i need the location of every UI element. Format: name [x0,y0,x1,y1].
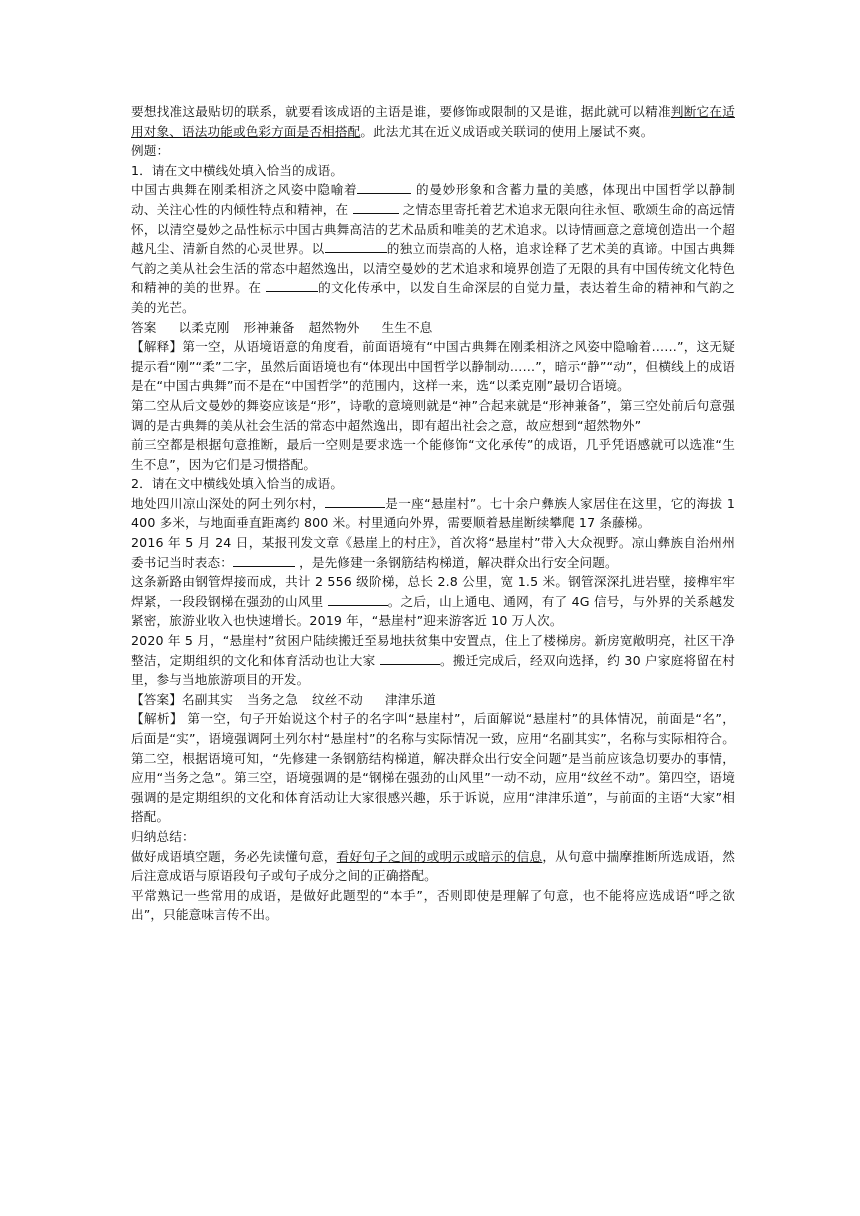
q1-blank-1[interactable] [357,180,411,194]
q1-answer-3: 超然物外 [308,319,360,335]
summary-paragraph-2: 平常熟记一些常用的成语，是做好此题型的“本手”，否则即使是理解了句意，也不能将应选成语“呼之欲出”，只能意味言传不出。 [131,887,735,923]
q2-text-3a: 这条新路由钢管焊接而成，共计 2 556 级阶梯，总长 2.8 公里，宽 1.5 米。钢管深深扎进岩壁，接榫牢牢焊紧，一段段钢梯在强劲的山风里 [131,574,735,609]
q2-text-3b: 。之后，山上通电、通网，有了 4G 信号，与外界的关系越发紧密，旅游业收入也快速增长。2019 年，“悬崖村”迎来游客近 10 万人次。 [131,593,735,629]
summary-label: 归纳总结： [131,828,195,844]
q1-blank-4[interactable] [266,278,318,292]
summary-underlined-text: 看好句子之间的或明示或暗示的信息 [336,848,543,864]
q1-explanation-3: 前三空都是根据句意推断，最后一空则是要求选一个能修饰“文化承传”的成语，几乎凭语感就可以选准“生生不息”，因为它们是习惯搭配。 [131,437,735,472]
summary-text-1a: 做好成语填空题，务必先读懂句意， [131,848,337,864]
q2-blank-3[interactable] [328,592,388,606]
intro-text: 要想找准这最贴切的联系，就要看该成语的主语是谁，要修饰或限制的又是谁，据此就可以精准 [131,104,671,119]
intro-underlined-text: 判断它在适用对象、语法功能或色彩方面是否相搭配 [131,104,735,139]
document-page [131,102,735,925]
q2-text-2a: 2016 年 5 月 24 日，某报刊发文章《悬崖上的村庄》，首次将“悬崖村”带入大众视野。凉山彝族自治州州委书记当时表态： [131,535,735,570]
q2-text-4a: 2020 年 5 月，“悬崖村”贫困户陆续搬迁至易地扶贫集中安置点，住上了楼梯房。新房宽敞明亮，社区干净整洁，定期组织的文化和体育活动也让大家 [131,633,735,668]
q1-passage [131,180,735,317]
q2-text-2b: ，是先修建一条钢筋结构梯道，解决群众出行安全问题。 [294,554,618,570]
q1-blank-3[interactable] [325,239,387,253]
q1-explanation-1: 【解释】第一空，从语境语意的角度看，前面语境有“中国古典舞在刚柔相济之风姿中隐喻着……”，这无疑提示看“刚”“柔”二字，虽然后面语境也有“体现出中国哲学以静制动……”，暗示“静”“动”，但横线上的成语是在“中国古典舞”而不是在“中国哲学”的范围内，这样一来，选“以柔克刚”最切合语境。 [131,339,735,394]
q2-paragraph-3 [131,572,735,631]
summary-text-1b: ，从句意中揣摩推断所选成语，然后注意成语与原语段句子或句子成分之间的正确搭配。 [131,848,735,884]
q2-text-1a: 地处四川凉山深处的阿土列尔村， [131,495,326,511]
q1-answer-1: 以柔克刚 [178,319,230,335]
q1-blank-2[interactable] [353,200,399,214]
summary-paragraph-1 [131,847,735,886]
example-label: 例题： [131,143,170,159]
q2-answer-1: 名副其实 [181,691,233,707]
q2-blank-1[interactable] [325,494,385,508]
q1-prompt: 1．请在文中横线处填入恰当的成语。 [131,162,344,178]
q2-text-4b: 。搬迁完成后，经双向选择，约 30 户家庭将留在村里，参与当地旅游项目的开发。 [131,652,735,688]
intro-text-end: 。此法尤其在近义成语或关联词的使用上屡试不爽。 [360,123,654,139]
q1-text-2: 的曼妙形象和含蓄力量的美感，体现出中国哲学以静制动、关注心性的内倾性特点和精神，在 [131,182,735,217]
q2-paragraph-2 [131,533,735,572]
q2-prompt: 2．请在文中横线处填入恰当的成语。 [131,476,344,492]
q2-blank-2[interactable] [233,553,295,567]
q2-answer-4: 津津乐道 [384,691,436,707]
q2-answer-3: 纹丝不动 [311,691,363,707]
q2-paragraph-1 [131,494,735,533]
q2-answer-line [131,690,735,710]
q2-blank-4[interactable] [380,651,440,665]
q1-answer-label: 答案 [131,319,157,335]
q1-explanation-2: 第二空从后文曼妙的舞姿应该是“形”，诗歌的意境则就是“神”合起来就是“形神兼备”，第三空处前后句意强调的是古典舞的美从社会生活的常态中超然逸出，即有超出社会之意，故应想到“超然物外” [131,397,735,433]
q1-answer-line [131,318,735,338]
q2-explanation: 【解析】 第一空，句子开始说这个村子的名字叫“悬崖村”，后面解说“悬崖村”的具体情况，前面是“名”，后面是“实”，语境强调阿土列尔村“悬崖村”的名称与实际情况一致，应用“名副其实”，名称与实际相符合。第二空，根据语境可知，“先修建一条钢筋结构梯道，解决群众出行安全问题”是当前应该急切要办的事情，应用“当务之急”。第三空，语境强调的是“钢梯在强劲的山风里”一动不动，应用“纹丝不动”。第四空，语境强调的是定期组织的文化和体育活动让大家很感兴趣，乐于诉说，应用“津津乐道”，与前面的主语“大家”相搭配。 [131,711,735,825]
q1-text-1: 中国古典舞在刚柔相济之风姿中隐喻着 [131,182,358,198]
q1-answer-4: 生生不息 [381,319,433,335]
q2-paragraph-4 [131,631,735,690]
q1-text-5: 的文化传承中，以发自生命深层的自觉力量，表达着生命的精神和气韵之美的光芒。 [131,280,735,315]
q2-text-1b: 是一座“悬崖村”。七十余户彝族人家居住在这里，它的海拔 1 400 多米，与地面垂直距离约 800 米。村里通向外界，需要顺着悬崖断续攀爬 17 条藤梯。 [131,495,736,531]
q1-text-3: 之情态里寄托着艺术追求无限向往永恒、歌颂生命的高远情怀，以清空曼妙之品性标示中国古典舞高洁的艺术品质和唯美的艺术追求。以诗情画意之意境创造出一个超越凡尘、清新自然的心灵世界。以 [131,201,735,257]
q1-text-4: 的独立而崇高的人格，追求诠释了艺术美的真谛。中国古典舞气韵之美从社会生活的常态中超然逸出，以清空曼妙的艺术追求和境界创造了无限的具有中国传统文化特色和精神的美的世界。在 [131,241,735,296]
q2-answer-2: 当务之急 [246,691,298,707]
intro-paragraph [131,102,735,141]
q2-answer-label: 【答案】 [131,691,182,707]
q1-answer-2: 形神兼备 [243,319,295,335]
